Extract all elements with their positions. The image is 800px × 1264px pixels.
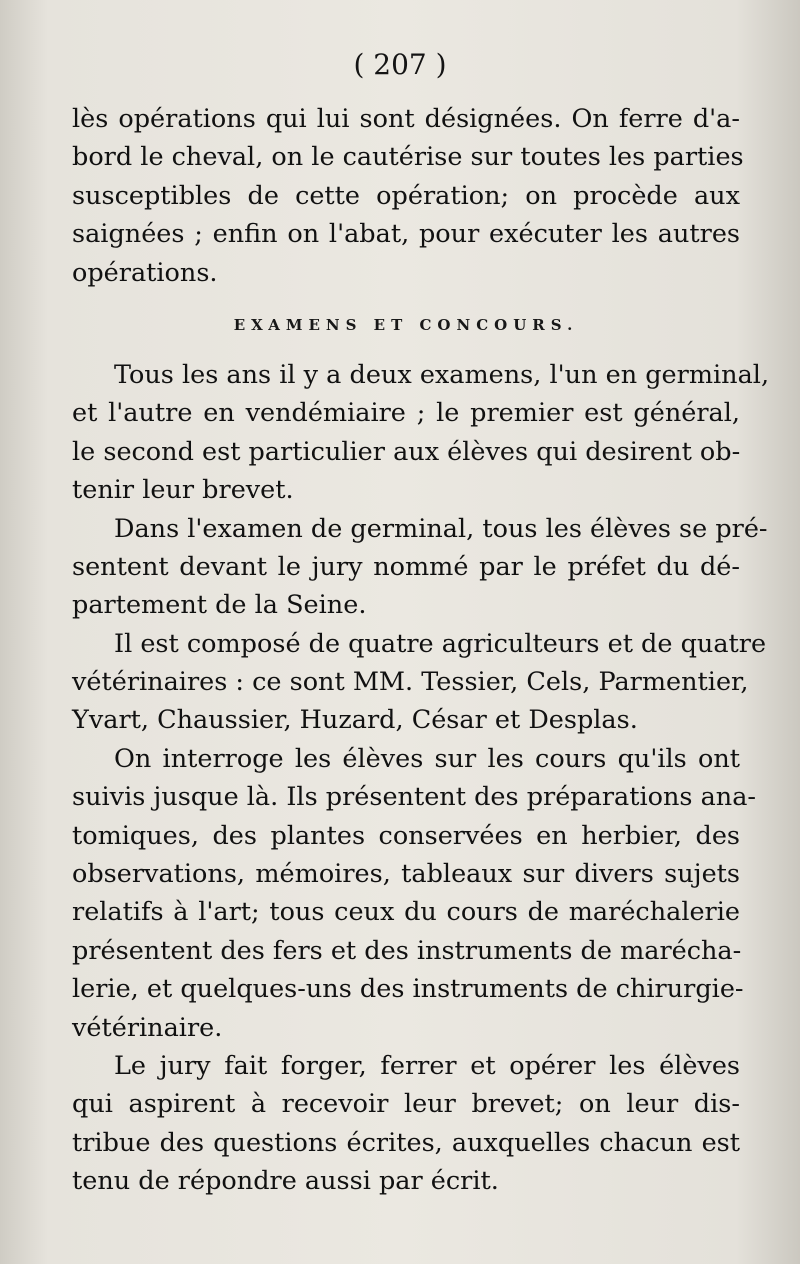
page-body (72, 100, 770, 1201)
text-line: tenir leur brevet. (72, 475, 294, 506)
text-line: bord le cheval, on le cautérise sur toutes les parties (72, 142, 744, 173)
text-line: tribue des questions écrites, auxquelles chacun est (72, 1127, 740, 1158)
paragraph (72, 740, 757, 1047)
text-line: Dans l'examen de germinal, tous les élèves se pré- (114, 513, 768, 544)
paragraph (72, 356, 770, 510)
paragraph (72, 1047, 740, 1201)
text-line: saignées ; enfin on l'abat, pour exécuter les autres (72, 219, 740, 250)
text-line: On interroge les élèves sur les cours qu'ils ont (114, 743, 740, 774)
text-line: Il est composé de quatre agriculteurs et de quatre (114, 628, 767, 659)
text-line: qui aspirent à recevoir leur brevet; on leur dis- (72, 1089, 740, 1120)
text-line: vétérinaires : ce sont MM. Tessier, Cels, Parmentier, (72, 667, 749, 698)
text-line: relatifs à l'art; tous ceux du cours de maréchalerie (72, 897, 740, 928)
text-line: tomiques, des plantes conservées en herbier, des (72, 820, 740, 851)
paragraph (72, 625, 767, 740)
text-line: et l'autre en vendémiaire ; le premier est général, (72, 398, 740, 429)
text-line: opérations. (72, 257, 218, 288)
text-line: partement de la Seine. (72, 590, 367, 621)
text-line: susceptibles de cette opération; on procède aux (72, 180, 740, 211)
intro-paragraph (72, 100, 744, 292)
text-line: lerie, et quelques-uns des instruments de chirurgie- (72, 974, 744, 1005)
text-line: lès opérations qui lui sont désignées. On ferre d'a- (72, 104, 740, 134)
text-line: Tous les ans il y a deux examens, l'un en germinal, (114, 359, 770, 390)
text-line: présentent des fers et des instruments de marécha- (72, 935, 742, 966)
text-line: Le jury fait forger, ferrer et opérer les élèves (114, 1050, 740, 1081)
text-line: vétérinaire. (72, 1012, 223, 1043)
text-line: Yvart, Chaussier, Huzard, César et Desplas. (72, 705, 638, 736)
text-line: sentent devant le jury nommé par le préfet du dé- (72, 551, 740, 582)
text-line: le second est particulier aux élèves qui desirent ob- (72, 436, 741, 467)
paragraph (72, 510, 768, 625)
text-line: observations, mémoires, tableaux sur divers sujets (72, 859, 740, 890)
section-heading: EXAMENS ET CONCOURS. (233, 315, 579, 334)
page-number: ( 207 ) (353, 48, 447, 81)
text-line: tenu de répondre aussi par écrit. (72, 1166, 499, 1197)
text-line: suivis jusque là. Ils présentent des préparations ana- (72, 782, 757, 813)
